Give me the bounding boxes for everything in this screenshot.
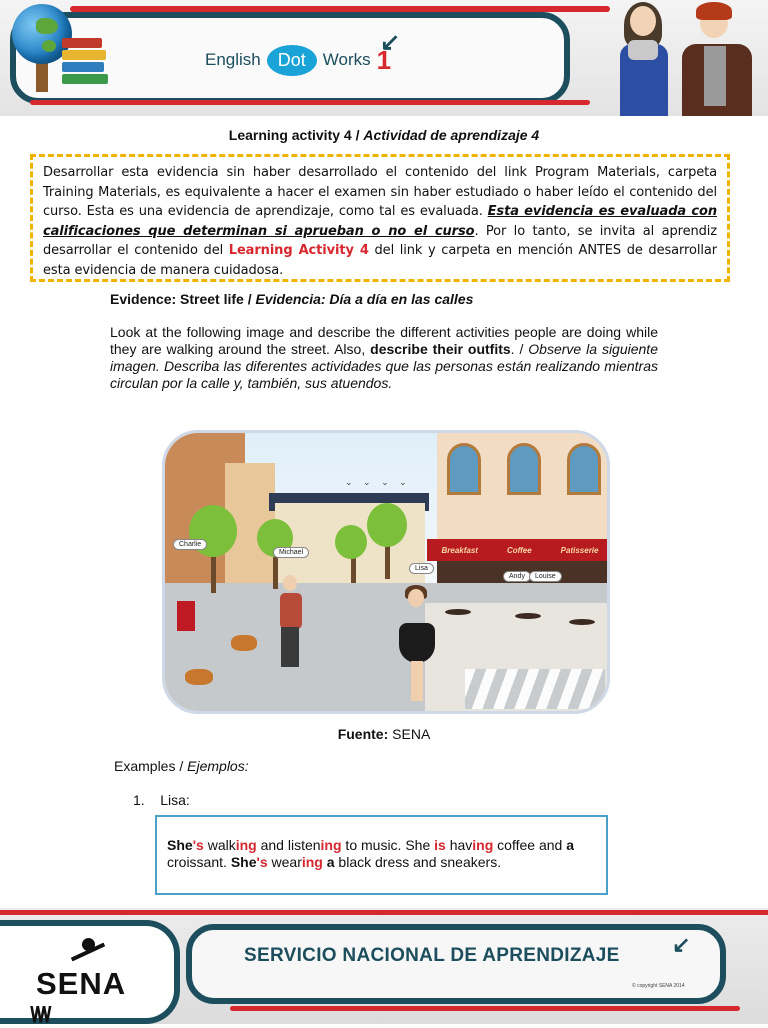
- person-dress: [399, 623, 435, 663]
- tree-trunk: [273, 553, 278, 589]
- tree: [335, 525, 367, 559]
- globe-stand: [36, 62, 48, 92]
- sena-chevrons-icon: \/\/\/: [30, 1002, 49, 1027]
- tree-trunk: [211, 553, 216, 593]
- notice-text: del link y carpeta en mención ANTES de desarrollar esta evidencia de manera cuidadosa.: [43, 243, 717, 278]
- window: [567, 443, 601, 495]
- example-article: a: [566, 837, 575, 853]
- window: [447, 443, 481, 495]
- example-text: black dress and sneakers.: [334, 854, 502, 870]
- cafe-table: [515, 613, 541, 619]
- awning-label: Breakfast: [441, 545, 478, 555]
- instructions-separator: . /: [510, 341, 529, 357]
- birds-icon: ⌄ ⌄ ⌄ ⌄: [345, 477, 411, 487]
- logo-word-dot: Dot: [267, 45, 317, 76]
- examples-heading: [114, 758, 249, 774]
- tree: [367, 503, 407, 547]
- evidence-separator: /: [243, 291, 256, 307]
- student-head: [630, 6, 656, 36]
- notice-text: . Por lo tanto, se invita al aprendiz desarrollar el contenido del: [43, 223, 717, 258]
- books-icon: [62, 38, 108, 88]
- speech-bubble-andy: Andy: [503, 571, 531, 582]
- globe-land: [42, 40, 56, 52]
- speech-bubble-lisa: Lisa: [409, 563, 434, 574]
- person-head: [408, 589, 424, 607]
- person-head: [283, 575, 297, 591]
- caption-label: Fuente:: [337, 726, 389, 742]
- student-shirt: [704, 46, 726, 106]
- book: [62, 50, 106, 60]
- instructions-english: Look at the following image and describe the different activities people are doing while they are walking around the street. Also,: [110, 324, 658, 357]
- example-verb-highlight: ing: [472, 837, 494, 853]
- list-item: [133, 792, 190, 808]
- example-text: croissant.: [167, 854, 231, 870]
- students-illustration: [608, 0, 768, 116]
- example-text: and listen: [256, 837, 321, 853]
- evidence-spanish: Evidencia: Día a día en las calles: [255, 291, 474, 307]
- cafe-table: [569, 619, 595, 625]
- example-text: wear: [267, 854, 302, 870]
- speech-bubble-charlie: Charlie: [173, 539, 207, 550]
- logo-number: 1: [376, 44, 392, 75]
- example-text: to music. She: [341, 837, 435, 853]
- example-text: coffee and: [493, 837, 567, 853]
- notice-emphasis: Esta evidencia es evaluada con calificaciones que determinan si aprueban o no el curso: [43, 204, 717, 239]
- logo-word-works: Works: [322, 50, 371, 69]
- speech-bubble-michael: Michael: [273, 547, 309, 558]
- list-label: Lisa:: [160, 792, 190, 808]
- student-hair: [696, 2, 732, 20]
- book: [62, 74, 108, 84]
- evidence-heading: [110, 291, 473, 307]
- arrow-down-left-icon: ↙: [672, 932, 691, 957]
- footer-red-stripe: [0, 910, 768, 915]
- footer-red-stripe-bottom: [230, 1006, 740, 1011]
- example-verb-highlight: 's: [192, 837, 204, 853]
- dog: [185, 669, 213, 685]
- example-verb-highlight: ing: [320, 837, 342, 853]
- person-legs: [281, 627, 299, 667]
- sena-logo-card: [0, 920, 180, 1027]
- student-scarf: [628, 40, 658, 60]
- header-banner: [0, 0, 768, 116]
- arrow-down-left-icon: ↙: [380, 29, 401, 56]
- example-article: a: [326, 854, 335, 870]
- english-dot-works-logo: [205, 40, 391, 80]
- instructions: [110, 324, 658, 392]
- cafe-table: [445, 609, 471, 615]
- example-text: hav: [445, 837, 473, 853]
- warning-notice: [30, 154, 730, 282]
- awning-label: Coffee: [506, 545, 532, 555]
- title-english: Learning activity 4: [228, 127, 352, 143]
- examples-separator: /: [175, 758, 188, 774]
- instructions-bold: describe their outfits: [370, 341, 511, 357]
- example-verb-highlight: is: [434, 837, 446, 853]
- example-subject: She: [230, 854, 257, 870]
- dog: [231, 635, 257, 651]
- title-separator: /: [351, 127, 364, 143]
- copyright-text: © copyright SENA 2014: [632, 983, 685, 989]
- header-red-stripe-bottom: [30, 100, 590, 105]
- evidence-english: Evidence: Street life: [110, 291, 244, 307]
- mailbox: [177, 601, 195, 631]
- sena-wordmark: SENA: [36, 966, 127, 1001]
- footer-title: SERVICIO NACIONAL DE APRENDIZAJE: [244, 945, 620, 966]
- street-scene-image: [162, 430, 610, 714]
- book: [62, 62, 104, 72]
- crosswalk: [465, 669, 605, 709]
- example-verb-highlight: ing: [235, 837, 257, 853]
- notice-activity-link: Learning Activity 4: [228, 243, 369, 258]
- awning-label: Patisserie: [560, 545, 599, 555]
- person-legs: [411, 661, 423, 701]
- example-verb-highlight: 's: [256, 854, 268, 870]
- examples-english: Examples: [114, 758, 176, 774]
- cafe-awning: [427, 539, 610, 561]
- caption-value: SENA: [388, 726, 431, 742]
- logo-word-english: English: [205, 50, 261, 69]
- person-body: [280, 593, 302, 629]
- example-verb-highlight: ing: [301, 854, 323, 870]
- example-text: walk: [203, 837, 236, 853]
- notice-text: Desarrollar esta evidencia sin haber desarrollado el contenido del link Program Materials, carpeta Training Materials, es equivalente a hacer el examen sin haber estudiado o haber leído el contenido del curso. Esta es una evidencia de aprendizaje, como tal es evaluada.: [43, 165, 717, 219]
- example-subject: She: [167, 837, 193, 853]
- list-number: 1.: [133, 792, 145, 808]
- globe-land: [36, 18, 58, 34]
- instructions-spanish: Observe la siguiente imagen. Describa las diferentes actividades que las personas están realizando mientras circulan por la calle y, también, sus atuendos.: [110, 341, 658, 391]
- example-sentence-box: [155, 815, 608, 895]
- book: [62, 38, 102, 48]
- speech-bubble-louise: Louise: [529, 571, 562, 582]
- examples-spanish: Ejemplos:: [187, 758, 249, 774]
- page-title: [0, 127, 768, 143]
- window: [507, 443, 541, 495]
- title-spanish: Actividad de aprendizaje 4: [363, 127, 540, 143]
- image-caption: [0, 726, 768, 742]
